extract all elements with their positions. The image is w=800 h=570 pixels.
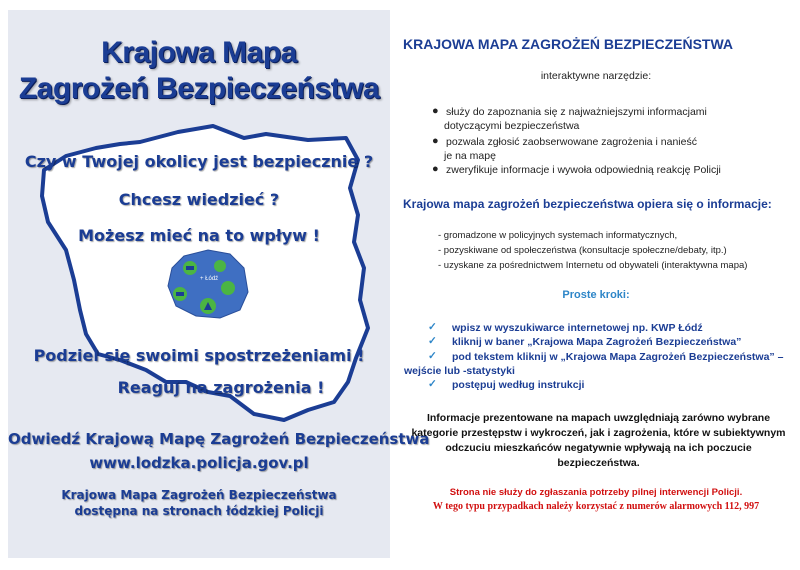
- visit-map-text: Odwiedź Krajową Mapę Zagrożeń Bezpieczeństwa: [8, 430, 430, 448]
- source-item: - gromadzone w policyjnych systemach informatycznych,: [438, 230, 678, 241]
- question-safety: Czy w Twojej okolicy jest bezpiecznie ?: [24, 152, 374, 171]
- step-item: ✓ wpisz w wyszukiwarce internetowej np. KWP Łódź: [428, 321, 703, 334]
- source-item: - uzyskane za pośrednictwem Internetu od obywateli (interaktywna mapa): [438, 260, 748, 271]
- police-url[interactable]: www.lodzka.policja.gov.pl: [89, 454, 309, 472]
- poster-title-line2: Zagrożeń Bezpieczeństwa: [18, 72, 380, 105]
- check-icon: ✓: [428, 378, 437, 390]
- step-item: ✓ pod tekstem kliknij w „Krajowa Mapa Zagrożeń Bezpieczeństwa” –: [428, 350, 784, 363]
- bullet-item-cont: je na mapę: [444, 150, 496, 162]
- sources-heading: Krajowa mapa zagrożeń bezpieczeństwa opiera się o informacje:: [403, 197, 772, 211]
- check-icon: ✓: [428, 321, 437, 333]
- step-item: ✓ postępuj według instrukcji: [428, 378, 585, 391]
- alcohol-icon: [221, 281, 235, 295]
- question-influence: Możesz mieć na to wpływ !: [78, 226, 320, 245]
- info-title: KRAJOWA MAPA ZAGROŻEŃ BEZPIECZEŃSTWA: [403, 36, 734, 52]
- bullet-item-cont: dotyczącymi bezpieczeństwa: [444, 120, 580, 132]
- bullet-item: ● służy do zapoznania się z najważniejszymi informacjami: [432, 105, 707, 118]
- poster-title-line1: Krajowa Mapa: [101, 36, 297, 69]
- step-item-cont: wejście lub -statystyki: [404, 365, 515, 377]
- check-icon: ✓: [428, 335, 437, 347]
- poster-footer-line2: dostępna na stronach łódzkiej Policji: [74, 504, 324, 518]
- map-label: + Łódź: [200, 276, 219, 282]
- step-item: ✓ kliknij w baner „Krajowa Mapa Zagrożeń Bezpieczeństwa”: [428, 335, 742, 348]
- info-subtitle: interaktywne narzędzie:: [540, 70, 652, 82]
- bullet-icon: ●: [432, 163, 439, 175]
- warning-line2: W tego typu przypadkach należy korzystać z numerów alarmowych 112, 997: [432, 501, 760, 512]
- info-note: Informacje prezentowane na mapach uwzględniają zarówno wybrane kategorie przestępstw i wykroczeń, jak i zagrożenia, które w subiektywnym odczuciu mieszkańców negatywnie wpływają na ich poczucie bezpieczeństwa.: [411, 412, 786, 469]
- info-panel: [396, 0, 796, 570]
- warning-line1: Strona nie służy do zgłaszania potrzeby pilnej interwencji Policji.: [449, 487, 743, 498]
- steps-heading: Proste kroki:: [562, 289, 630, 301]
- poster-footer-line1: Krajowa Mapa Zagrożeń Bezpieczeństwa: [61, 488, 337, 502]
- bullet-item: ● pozwala zgłosić zaobserwowane zagrożenia i nanieść: [432, 135, 697, 148]
- bullet-item: ● zweryfikuje informacje i wywoła odpowiednią reakcję Policji: [432, 163, 721, 176]
- source-item: - pozyskiwane od społeczeństwa (konsultacje społeczne/debaty, itp.): [438, 245, 727, 256]
- question-know: Chcesz wiedzieć ?: [118, 190, 280, 209]
- check-icon: ✓: [428, 350, 437, 362]
- bullet-icon: ●: [432, 105, 439, 117]
- react-to-threats: Reaguj na zagrożenia !: [117, 378, 325, 397]
- share-observations: Podziel się swoimi spostrzeżeniami !: [33, 346, 365, 365]
- bullet-icon: ●: [432, 135, 439, 147]
- car-icon: [214, 260, 226, 272]
- poster: [8, 10, 430, 558]
